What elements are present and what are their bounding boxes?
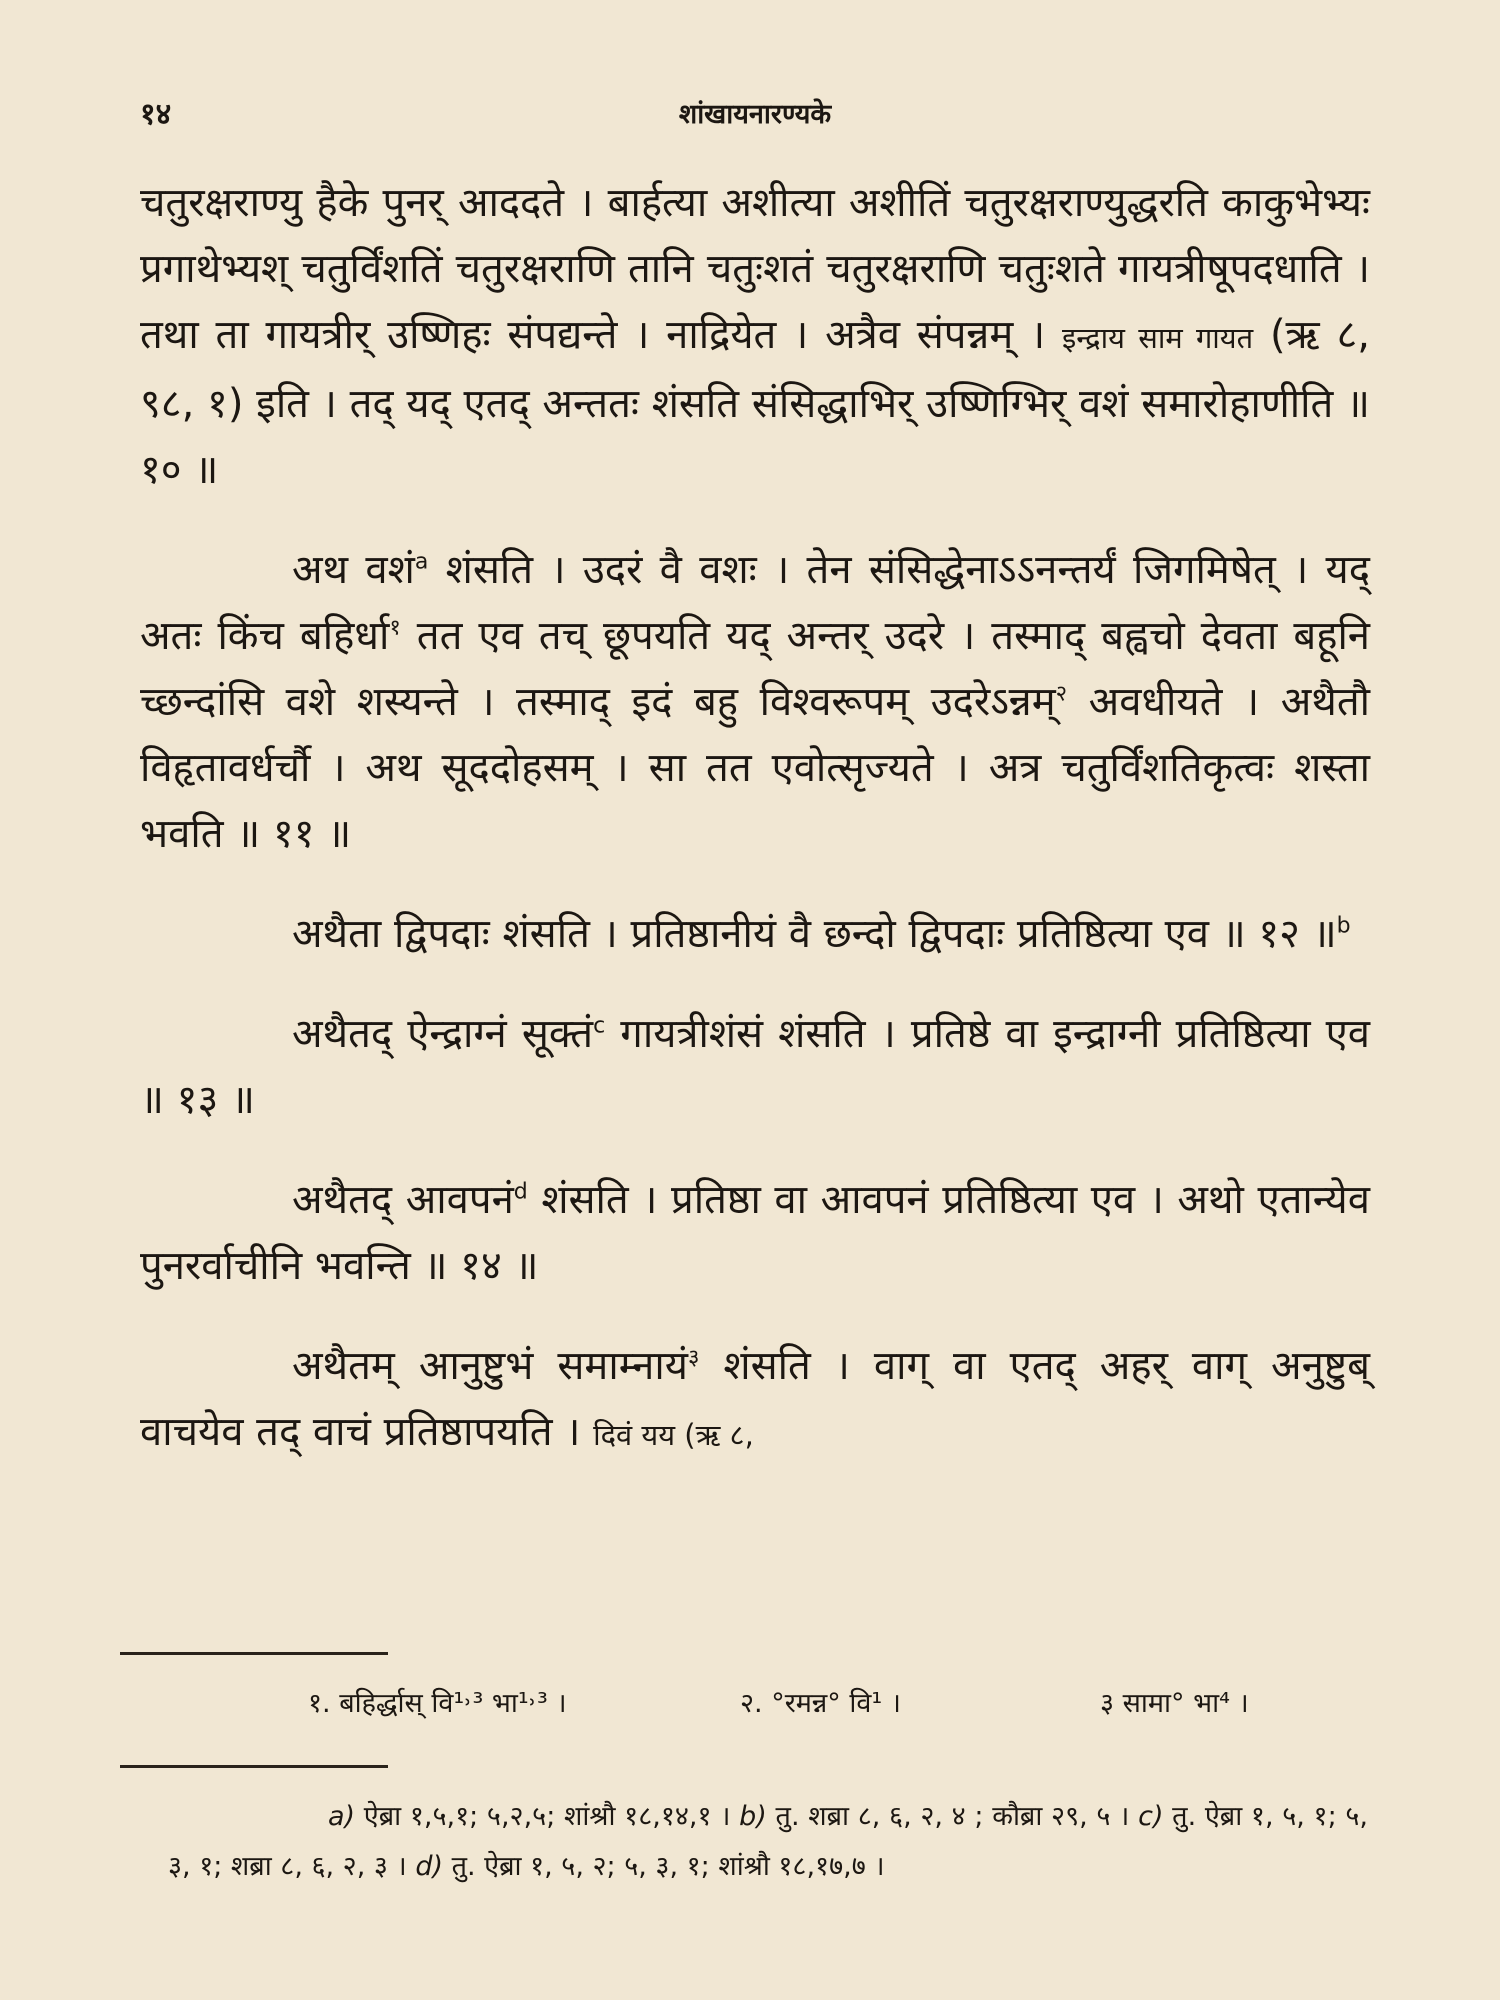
paragraph-13 bbox=[140, 1001, 1370, 1133]
text-line: चतुःशतं चतुरक्षराणि चतुःशते गायत्रीषूपदधाति । तथा ता गायत्रीर् bbox=[140, 246, 1370, 358]
page-number: १४ bbox=[140, 97, 172, 132]
para-text: अथैता द्विपदाः शंसति । प्रतिष्ठानीयं वै छन्दो द्विपदाः प्रतिष्ठित्या एव ॥ १२ ॥ bbox=[292, 911, 1337, 957]
footnote-label-d: d) bbox=[415, 1851, 444, 1882]
footnote-label-c: c) bbox=[1138, 1801, 1164, 1832]
quoted-verse: इन्द्राय साम गायत bbox=[1061, 321, 1254, 355]
footnote-3: ३ सामा° भा⁴ । bbox=[1100, 1688, 1249, 1719]
main-text bbox=[140, 170, 1370, 1468]
footnote-ref: c bbox=[593, 1013, 606, 1039]
footnote-ref: २ bbox=[1055, 681, 1068, 707]
footnote-label-a: a) bbox=[328, 1801, 356, 1832]
paragraph-15 bbox=[140, 1333, 1370, 1468]
text-line: चतुरक्षराण्युद्धरति काकुभेभ्यः प्रगाथेभ्यश् चतुर्विंशतिं चतुरक्षराणि तानि bbox=[140, 180, 1370, 292]
footnote-ref: ३ bbox=[687, 1345, 700, 1371]
para-text: अथैतद् आवपनं bbox=[292, 1177, 514, 1223]
text-line: उष्णिग्भिर् वशं समारोहाणीति ॥ १० ॥ bbox=[140, 381, 1370, 493]
running-title: शांखायनारण्यके bbox=[678, 99, 832, 130]
footnote-ref: १ bbox=[389, 615, 401, 641]
para-text: अथैतम् आनुष्टुभं समाम्नायं bbox=[292, 1343, 688, 1389]
lettered-footnotes bbox=[168, 1792, 1368, 1892]
footnote-ref: a bbox=[414, 549, 429, 575]
para-text: अथ वशं bbox=[292, 547, 415, 593]
footnote-d: तु. ऐब्रा १, ५, २; ५, ३, १; शांश्रौ १८,१७,७ । bbox=[443, 1851, 885, 1882]
footnote-ref: d bbox=[513, 1179, 528, 1205]
footnote-a: ऐब्रा १,५,१; ५,२,५; शांश्रौ १८,१४,१ । bbox=[355, 1801, 740, 1832]
para-text: गायत्रीशंसं शंसति । प्रतिष्ठे वा इन्द्राग्नी प्रतिष्ठित्या एव ॥ १३ ॥ bbox=[140, 1011, 1370, 1123]
para-text: शंसति । वाग् वा एतद् अहर् वाग् अनुष्टुब् वाचयेव तद् वाचं प्रतिष्ठापयति । bbox=[140, 1343, 1371, 1455]
footnote-c: तु. ऐब्रा १, ५, १; ५, ३, १; शब्रा ८, ६, २, ३ । bbox=[168, 1801, 1369, 1882]
footnote-label-b: b) bbox=[739, 1801, 767, 1832]
text-line: (ऋ ८, ९८, १) इति । तद् यद् एतद् अन्ततः शंसति संसिद्धाभिर् bbox=[140, 312, 1370, 427]
paragraph-12 bbox=[140, 901, 1370, 967]
footnote-1: १. बहिर्द्धास् वि¹˒³ भा¹˒³ । bbox=[308, 1688, 567, 1719]
footnote-divider bbox=[120, 1765, 388, 1768]
quoted-verse: दिवं यय (ऋ ८, bbox=[593, 1418, 754, 1452]
paragraph-14 bbox=[140, 1167, 1370, 1299]
para-text: तत एव तच् छूपयति यद् अन्तर् उदरे । तस्माद् बह्वचो देवता बहूनि च्छन्दांसि वशे शस्यन्ते । तस्माद् इदं बहु विश्वरूपम् उदरेऽन्नम् bbox=[140, 613, 1371, 725]
para-text: शंसति । प्रतिष्ठा वा आवपनं प्रतिष्ठित्या एव । अथो एतान्येव पुनरर्वाचीनि भवन्ति ॥ १४ ॥ bbox=[140, 1177, 1370, 1289]
footnote-divider bbox=[120, 1652, 388, 1655]
paragraph-11 bbox=[140, 537, 1370, 867]
text-line: उष्णिहः संपद्यन्ते । नाद्रियेत । अत्रैव संपन्नम् । bbox=[387, 312, 1046, 358]
paragraph-10 bbox=[140, 170, 1370, 503]
footnote-ref: b bbox=[1336, 913, 1351, 939]
para-text: शंसति । उदरं वै वशः । तेन संसिद्धेनाऽऽनन्तर्यं जिगमिषेत् । यद् अतः किंच बहिर्धा bbox=[140, 547, 1370, 659]
text-line: चतुरक्षराण्यु हैके पुनर् आददते । बार्हत्या अशीत्या अशीतिं bbox=[140, 180, 951, 226]
para-text: अथैतद् ऐन्द्राग्नं सूक्तं bbox=[292, 1011, 594, 1057]
running-header bbox=[140, 92, 1370, 132]
para-text: अवधीयते । अथैतौ विहृतावर्धर्चौ । अथ सूददोहसम् । सा तत एवोत्सृज्यते । अत्र चतुर्विंशतिकृत्वः शस्ता भवति ॥ ११ ॥ bbox=[140, 679, 1370, 857]
footnote-b: तु. शब्रा ८, ६, २, ४ ; कौब्रा २९, ५ । bbox=[766, 1801, 1139, 1832]
footnote-2: २. °रमन्न° वि¹ । bbox=[740, 1688, 902, 1719]
